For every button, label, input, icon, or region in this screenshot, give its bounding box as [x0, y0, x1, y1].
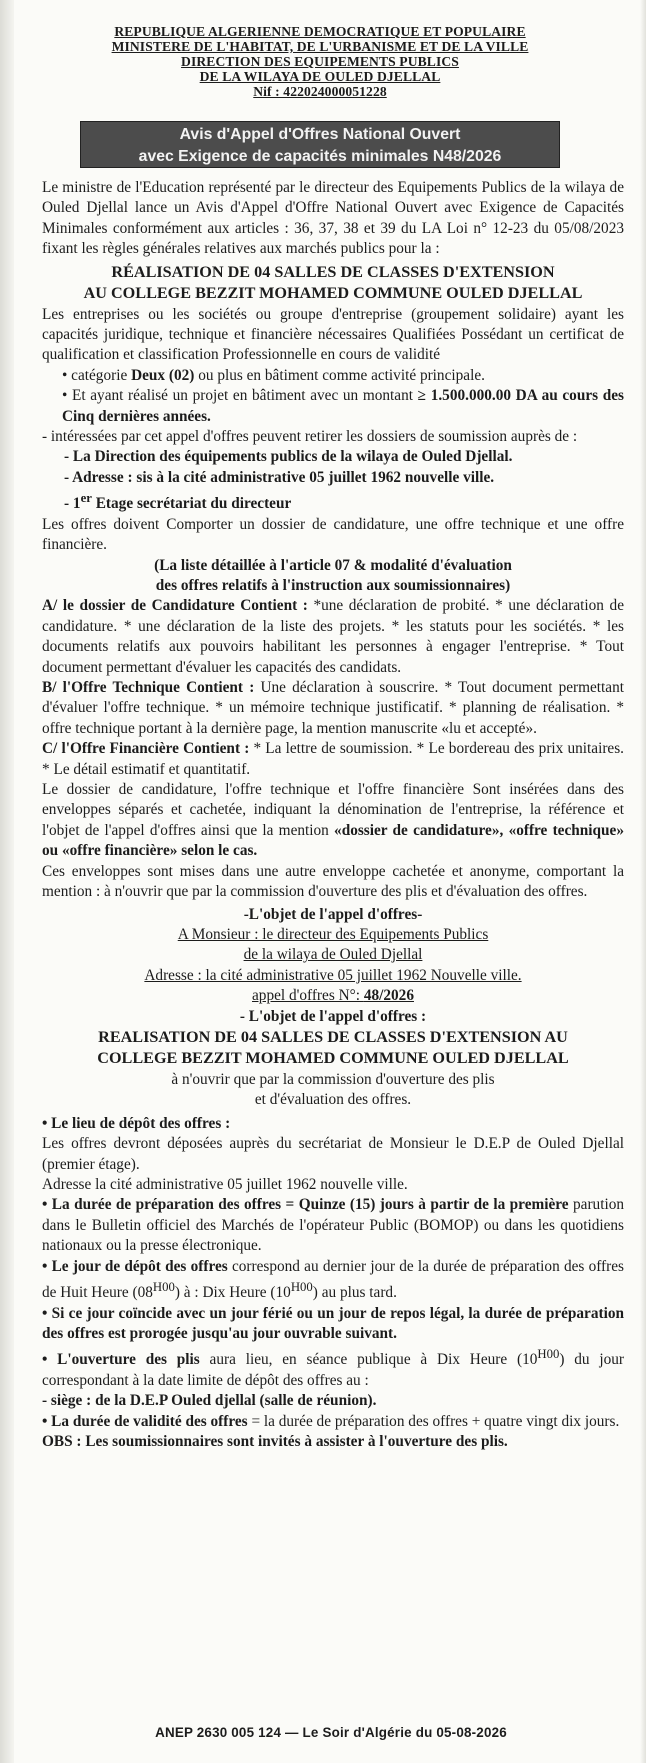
deposit-day-paragraph	[42, 1257, 624, 1304]
section-b-technique	[42, 678, 624, 739]
criteria-category-suffix: ou plus en bâtiment comme activité principale.	[194, 366, 485, 384]
tender-number-value: 48/2026	[363, 987, 414, 1005]
address-recipient: A Monsieur : le directeur des Equipements Publics	[177, 925, 489, 943]
notice-title-banner	[80, 121, 560, 168]
retrieval-direction: - La Direction des équipements publics de la wilaya de Ouled Djellal.	[64, 448, 513, 466]
section-b-text: Une déclaration à souscrire. * Tout document permettant d'évaluer l'offre technique. * un mémoire technique justificatif. * planning de réalisation. * offre technique portant à la dernière page, la mention manuscrite «lu et accepté».	[42, 679, 624, 737]
obs-line: OBS : Les soumissionnaires sont invités à assister à l'ouverture des plis.	[42, 1433, 508, 1451]
objet-title-line-2: COLLEGE BEZZIT MOHAMED COMMUNE OULED DJELLAL	[97, 1049, 569, 1068]
duration-paragraph	[42, 1195, 624, 1256]
deposit-day-sup-2: H00	[290, 1280, 313, 1294]
opening-label: • L'ouverture des plis	[42, 1351, 200, 1369]
section-c-label: C/ l'Offre Financière Contient :	[42, 740, 250, 758]
project-title	[42, 262, 624, 305]
header-ministry: MINISTERE DE L'HABITAT, DE L'URBANISME ET DE LA VILLE	[111, 39, 529, 54]
duration-label: • La durée de préparation des offres = Quinze (15) jours à partir de la première	[42, 1196, 569, 1214]
seat-line: - siège : de la D.E.P Ouled djellal (salle de réunion).	[42, 1392, 377, 1410]
address-tender-number	[42, 986, 624, 1006]
criteria-experience-amount: ≥ 1.500.000.00 DA au cours des Cinq dernières années.	[62, 387, 624, 425]
notice-body	[42, 178, 624, 1452]
deposit-day-mid: ) à : Dix Heure (10	[174, 1284, 291, 1302]
opening-suffix: ) du jour correspondant à la date limite de dépôt des offres au :	[42, 1351, 624, 1389]
intro-paragraph: Le ministre de l'Education représenté par le directeur des Equipements Publics de la wilaya de Ouled Djellal lance un Avis d'Appel d'Offre National Ouvert avec Exigence de Capacités Minimales conformément aux articles : 36, 37, 38 et 39 du LA Loi n° 12-23 du 05/08/2023 fixant les règles générales relatives aux marchés publics pour la :	[42, 179, 624, 258]
tender-number-prefix: appel d'offres N°:	[252, 987, 364, 1005]
envelopes-mention: «dossier de candidature», «offre technique» ou «offre financière» selon le cas.	[42, 821, 624, 860]
deposit-address: Adresse la cité administrative 05 juillet 1962 nouvelle ville.	[42, 1175, 408, 1193]
address-street: Adresse : la cité administrative 05 juillet 1962 Nouvelle ville.	[144, 966, 522, 984]
opening-prefix: aura lieu, en séance publique à Dix Heure (10	[199, 1351, 538, 1369]
duration-text: parution dans le Bulletin officiel des Marchés de l'opérateur Public (BOMOP) ou dans les quotidiens nationaux ou la presse électronique.	[42, 1196, 625, 1255]
section-c-financiere	[42, 739, 624, 780]
criteria-category	[42, 366, 624, 386]
header-wilaya: DE LA WILAYA DE OULED DJELLAL	[199, 69, 441, 84]
retrieval-address: - Adresse : sis à la cité administrative 05 juillet 1962 nouvelle ville.	[64, 468, 495, 486]
retrieval-floor-suffix: Etage secrétariat du directeur	[91, 495, 292, 513]
opening-paragraph	[42, 1344, 624, 1391]
objet-title-line-1: REALISATION DE 04 SALLES DE CLASSES D'EXTENSION AU	[98, 1027, 568, 1046]
deposit-label: • Le lieu de dépôt des offres :	[42, 1114, 231, 1132]
eligibility-paragraph: Les entreprises ou les sociétés ou groupe d'entreprise (groupement solidaire) ayant les capacités juridique, technique et financière nécessaires Qualifiées Possédant un certificat de qualification et classification Professionnelle en cours de validité	[42, 305, 624, 364]
opening-note-line-1: à n'ouvrir que par la commission d'ouverture des plis	[171, 1070, 495, 1088]
notice-header	[30, 24, 610, 99]
opening-note-line-2: et d'évaluation des offres.	[254, 1091, 412, 1109]
detailed-list-line-2: des offres relatifs à l'instruction aux soumissionnaires)	[155, 577, 511, 594]
retrieval-intro: - intéressées par cet appel d'offres peuvent retirer les dossiers de soumission auprès de :	[42, 428, 578, 446]
project-title-line-1: RÉALISATION DE 04 SALLES DE CLASSES D'EXTENSION	[111, 262, 555, 281]
deposit-day-suffix: ) au plus tard.	[312, 1284, 397, 1302]
project-title-line-2: AU COLLEGE BEZZIT MOHAMED COMMUNE OULED DJELLAL	[83, 284, 583, 303]
envelopes-paragraph	[42, 780, 624, 862]
section-a-text: *une déclaration de probité. * une déclaration de candidature. * une déclaration de la liste des projets. * les statuts pour les sociétés. * les documents relatifs aux pouvoirs habilitant les personnes à engager l'entreprise. * Tout document permettant d'évaluer les capacités des candidats.	[42, 597, 624, 676]
detailed-list-line-1: (La liste détaillée à l'article 07 & modalité d'évaluation	[154, 556, 512, 574]
deposit-day-label: • Le jour de dépôt des offres	[42, 1257, 228, 1275]
objet-subheading: - L'objet de l'appel d'offres :	[239, 1007, 427, 1025]
publication-footer: ANEP 2630 005 124 — Le Soir d'Algérie du 05-08-2026	[155, 1725, 507, 1740]
header-nif: Nif : 422024000051228	[253, 84, 387, 99]
envelopes-anonymous: Ces enveloppes sont mises dans une autre enveloppe cachetée et anonyme, comportant la mention : à n'ouvrir que par la commission d'ouverture des plis et d'évaluation des offres.	[42, 862, 624, 901]
section-a-candidature	[42, 596, 624, 678]
envelopes-text-1: Le dossier de candidature, l'offre technique et l'offre financière Sont insérées dans des enveloppes séparés et cachetée, indiquant la dénomination de l'entreprise, la référence et l'objet de l'appel d'offres ainsi que la mention	[42, 781, 624, 839]
deposit-text: Les offres devront déposées auprès du secrétariat de Monsieur le D.E.P de Ouled Djellal (premier étage).	[42, 1135, 624, 1173]
validity-label: • La durée de validité des offres	[42, 1412, 248, 1430]
section-c-text: * La lettre de soumission. * Le bordereau des prix unitaires. * Le détail estimatif et quantitatif.	[42, 740, 624, 778]
banner-line-2: avec Exigence de capacités minimales N48/2026	[138, 148, 502, 165]
section-b-label: B/ l'Offre Technique Contient :	[42, 679, 255, 697]
header-direction: DIRECTION DES EQUIPEMENTS PUBLICS	[181, 54, 459, 69]
criteria-category-prefix: • catégorie	[62, 366, 132, 384]
validity-paragraph	[42, 1412, 624, 1432]
section-a-label: A/ le dossier de Candidature Contient :	[42, 597, 308, 615]
detailed-list-note	[42, 556, 624, 597]
criteria-experience-prefix: • Et ayant réalisé un projet en bâtiment avec un montant	[62, 387, 418, 405]
deposit-day-sup-1: H00	[152, 1280, 175, 1294]
scan-right-edge	[640, 0, 646, 1763]
retrieval-floor-prefix: - 1	[64, 495, 81, 513]
validity-text: = la durée de préparation des offres + quatre vingt dix jours.	[247, 1412, 620, 1430]
offers-intro: Les offres doivent Comporter un dossier de candidature, une offre technique et une offre financière.	[42, 515, 624, 554]
opening-sup: H00	[537, 1347, 560, 1362]
deposit-day-prefix: correspond au dernier jour de la durée de préparation des offres de Huit Heure (08	[42, 1257, 624, 1302]
criteria-category-value: Deux (02)	[131, 366, 195, 384]
objet-heading: -L'objet de l'appel d'offres-	[243, 905, 423, 923]
criteria-experience	[42, 386, 624, 427]
banner-line-1: Avis d'Appel d'Offres National Ouvert	[179, 126, 461, 143]
retrieval-floor-sup: er	[80, 491, 92, 506]
address-wilaya: de la wilaya de Ouled Djellal	[243, 946, 423, 964]
holiday-paragraph: • Si ce jour coïncide avec un jour férié ou un jour de repos légal, la durée de préparation des offres est prorogée jusqu'au jour ouvrable suivant.	[42, 1304, 624, 1342]
retrieval-floor	[42, 488, 624, 515]
header-republic: REPUBLIQUE ALGERIENNE DEMOCRATIQUE ET POPULAIRE	[114, 24, 526, 39]
address-block	[42, 905, 624, 1111]
scan-left-edge	[0, 0, 14, 1763]
